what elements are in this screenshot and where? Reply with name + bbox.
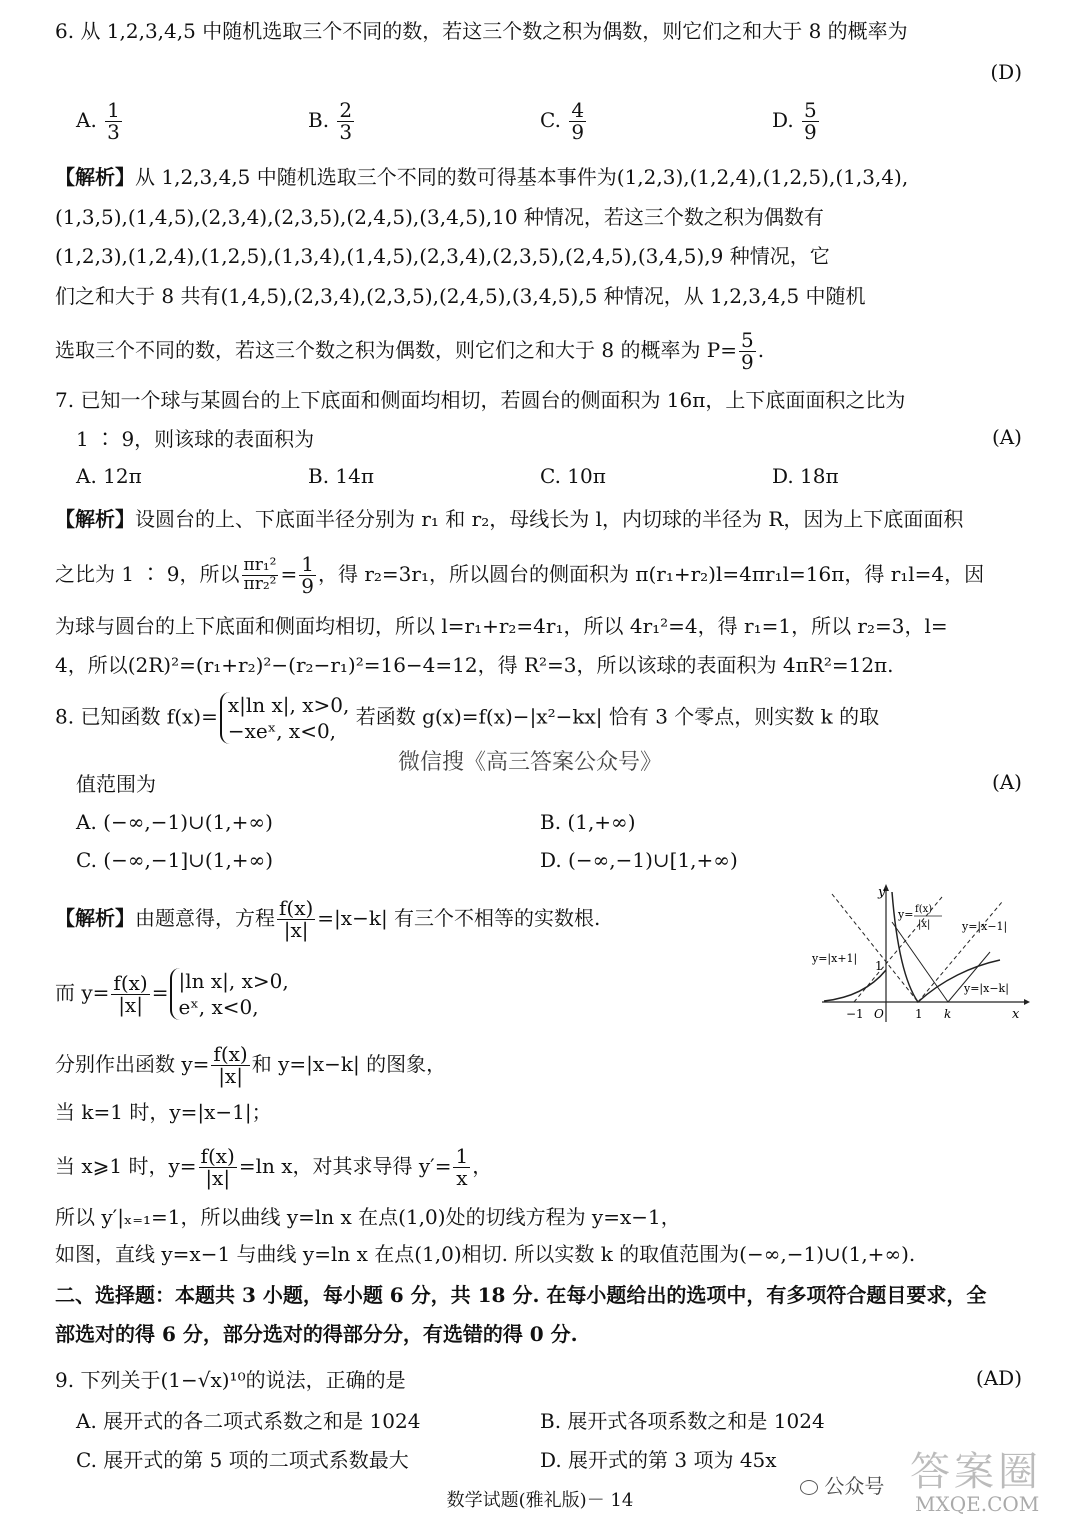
analysis-tag: 【解析】 bbox=[55, 165, 135, 189]
q7-option-d: D. 18π bbox=[772, 464, 839, 488]
q7-option-c: C. 10π bbox=[540, 464, 606, 488]
q8-analysis-line-6: 所以 y′|ₓ₌₁=1，所以曲线 y=ln x 在点(1,0)处的切线方程为 y=x−1， bbox=[55, 1205, 681, 1229]
axis-x-label: x bbox=[1012, 1007, 1020, 1022]
label-fx-num: f(x) bbox=[915, 904, 933, 915]
section2-line-2: 部选对的得 6 分，部分选对的得部分分，有选错的得 0 分. bbox=[55, 1322, 578, 1346]
q6-analysis-line-4: 们之和大于 8 共有(1,4,5),(2,3,4),(2,3,5),(2,4,5),(3,4,5),5 种情况，从 1,2,3,4,5 中随机 bbox=[55, 284, 866, 308]
q8-analysis-line-1: 【解析】由题意得，方程 $\frac{f(x)}{|x|}$ =|x−k| 有三个不相等的实数根. bbox=[55, 896, 601, 942]
q6-option-c: C. $\frac{4}{9}$ bbox=[540, 98, 585, 144]
tick-origin: O bbox=[874, 1007, 884, 1021]
q9-stem: 9. 下列关于(1−√x)¹⁰的说法，正确的是 bbox=[55, 1368, 406, 1392]
q8-option-a: A. (−∞,−1)∪(1,+∞) bbox=[76, 810, 273, 834]
q7-analysis-line-1: 【解析】设圆台的上、下底面半径分别为 r₁ 和 r₂，母线长为 l，内切球的半径为 R，因为上下底面面积 bbox=[55, 507, 964, 531]
q8-stem-1: 8. 已知函数 f(x)= x|ln x|, x>0, −xeˣ, x<0, 若函数 g(x)=f(x)−|x²−kx| 恰有 3 个零点，则实数 k 的取 bbox=[55, 693, 880, 743]
q8-option-c: C. (−∞,−1]∪(1,+∞) bbox=[76, 848, 274, 872]
q8-option-b: B. (1,+∞) bbox=[540, 810, 636, 834]
q9-option-a: A. 展开式的各二项式系数之和是 1024 bbox=[76, 1409, 421, 1433]
analysis-tag: 【解析】 bbox=[55, 507, 135, 531]
label-fx-prefix: y= bbox=[898, 908, 914, 921]
label-x-minus-k: y=|x−k| bbox=[964, 982, 1009, 995]
q9-option-d: D. 展开式的第 3 项为 45x bbox=[540, 1448, 777, 1472]
tick-minus-1: −1 bbox=[846, 1007, 864, 1021]
q8-analysis-line-2: 而 y= $\frac{f(x)}{|x|}$ = |ln x|, x>0, eˣ, x<0, bbox=[55, 969, 289, 1019]
q7-analysis-line-3: 为球与圆台的上下底面和侧面均相切，所以 l=r₁+r₂=4r₁，所以 4r₁²=4，得 r₁=1，所以 r₂=3，l= bbox=[55, 614, 948, 638]
tick-1: 1 bbox=[915, 1007, 923, 1021]
q8-option-d: D. (−∞,−1)∪[1,+∞) bbox=[540, 848, 738, 872]
q7-analysis-line-2: 之比为 1 ∶ 9，所以 $\frac{\text{πr₁²}}{\text{πr₂²}}$ = $\frac{1}{9}$ ，得 r₂=3r₁，所以圆台的侧面积为 π(r₁+r₂)l=4πr₁l=16π，得 r₁l=4，因 bbox=[55, 552, 985, 598]
q6-analysis-line-5: 选取三个不同的数，若这三个数之积为偶数，则它们之和大于 8 的概率为 P= $\frac{5}{9}$ . bbox=[55, 328, 765, 374]
q9-option-b: B. 展开式各项系数之和是 1024 bbox=[540, 1409, 825, 1433]
q6-analysis-line-1: 【解析】从 1,2,3,4,5 中随机选取三个不同的数可得基本事件为(1,2,3),(1,2,4),(1,2,5),(1,3,4), bbox=[55, 165, 909, 189]
q8-graph bbox=[812, 882, 1032, 1024]
line-x-minus-k bbox=[892, 922, 948, 1002]
tick-y-1: 1 bbox=[875, 959, 883, 973]
q6-option-b: B. $\frac{2}{3}$ bbox=[308, 98, 353, 144]
q8-analysis-line-5: 当 x⩾1 时，y= $\frac{f(x)}{|x|}$ =ln x，对其求导得 y′= $\frac{1}{x}$ ， bbox=[55, 1144, 493, 1190]
q9-answer: (AD) bbox=[975, 1366, 1022, 1390]
q8-stem-2: 值范围为 bbox=[76, 772, 156, 796]
q7-option-b: B. 14π bbox=[308, 464, 375, 488]
page-footer: 数学试题(雅礼版)－ 14 bbox=[446, 1490, 634, 1511]
q6-answer: (D) bbox=[990, 60, 1022, 84]
piecewise-brace: |ln x|, x>0, eˣ, x<0, bbox=[170, 968, 288, 1020]
label-fx-den: |x| bbox=[918, 919, 931, 930]
q6-analysis-line-3: (1,2,3),(1,2,4),(1,2,5),(1,3,4),(1,4,5),(2,3,4),(2,3,5),(2,4,5),(3,4,5),9 种情况，它 bbox=[55, 244, 830, 268]
section2-line-1: 二、选择题：本题共 3 小题，每小题 6 分，共 18 分. 在每小题给出的选项中，有多项符合题目要求，全 bbox=[55, 1283, 987, 1307]
q8-answer: (A) bbox=[991, 770, 1022, 794]
x-axis-arrow bbox=[1024, 999, 1030, 1005]
q9-option-c: C. 展开式的第 5 项的二项式系数最大 bbox=[76, 1448, 409, 1472]
q8-analysis-line-4: 当 k=1 时，y=|x−1|； bbox=[55, 1100, 272, 1124]
tick-k: k bbox=[944, 1007, 952, 1021]
analysis-tag: 【解析】 bbox=[55, 906, 135, 930]
watermark-search: 微信搜《高三答案公众号》 bbox=[398, 750, 663, 775]
axis-y-label: y bbox=[878, 885, 886, 900]
q7-option-a: A. 12π bbox=[76, 464, 142, 488]
q7-analysis-line-4: 4，所以(2R)²=(r₁+r₂)²−(r₂−r₁)²=16−4=12，得 R²=3，所以该球的表面积为 4πR²=12π. bbox=[55, 653, 894, 677]
watermark-wechat: 公众号 bbox=[800, 1470, 884, 1499]
piecewise-brace: x|ln x|, x>0, −xeˣ, x<0, bbox=[220, 692, 350, 744]
q6-stem: 6. 从 1,2,3,4,5 中随机选取三个不同的数，若这三个数之积为偶数，则它们之和大于 8 的概率为 bbox=[55, 19, 908, 43]
q7-stem-1: 7. 已知一个球与某圆台的上下底面和侧面均相切，若圆台的侧面积为 16π，上下底面面积之比为 bbox=[55, 388, 906, 412]
q7-answer: (A) bbox=[991, 425, 1022, 449]
label-x-minus-1: y=|x−1| bbox=[962, 920, 1008, 933]
q6-option-a: A. $\frac{1}{3}$ bbox=[76, 98, 120, 144]
q7-stem-2: 1 ∶ 9，则该球的表面积为 bbox=[76, 427, 315, 451]
watermark-logo: 答案圈 bbox=[910, 1449, 1042, 1495]
q6-analysis-line-2: (1,3,5),(1,4,5),(2,3,4),(2,3,5),(2,4,5),(3,4,5),10 种情况，若这三个数之积为偶数有 bbox=[55, 205, 824, 229]
q8-analysis-line-7: 如图，直线 y=x−1 与曲线 y=ln x 在点(1,0)相切. 所以实数 k 的取值范围为(−∞,−1)∪(1,+∞). bbox=[55, 1242, 916, 1266]
watermark-site: MXQE.COM bbox=[915, 1492, 1040, 1516]
label-x-plus-1: y=|x+1| bbox=[812, 952, 858, 965]
q6-option-d: D. $\frac{5}{9}$ bbox=[772, 98, 817, 144]
q8-analysis-line-3: 分别作出函数 y= $\frac{f(x)}{|x|}$ 和 y=|x−k| 的图象， bbox=[55, 1042, 447, 1088]
